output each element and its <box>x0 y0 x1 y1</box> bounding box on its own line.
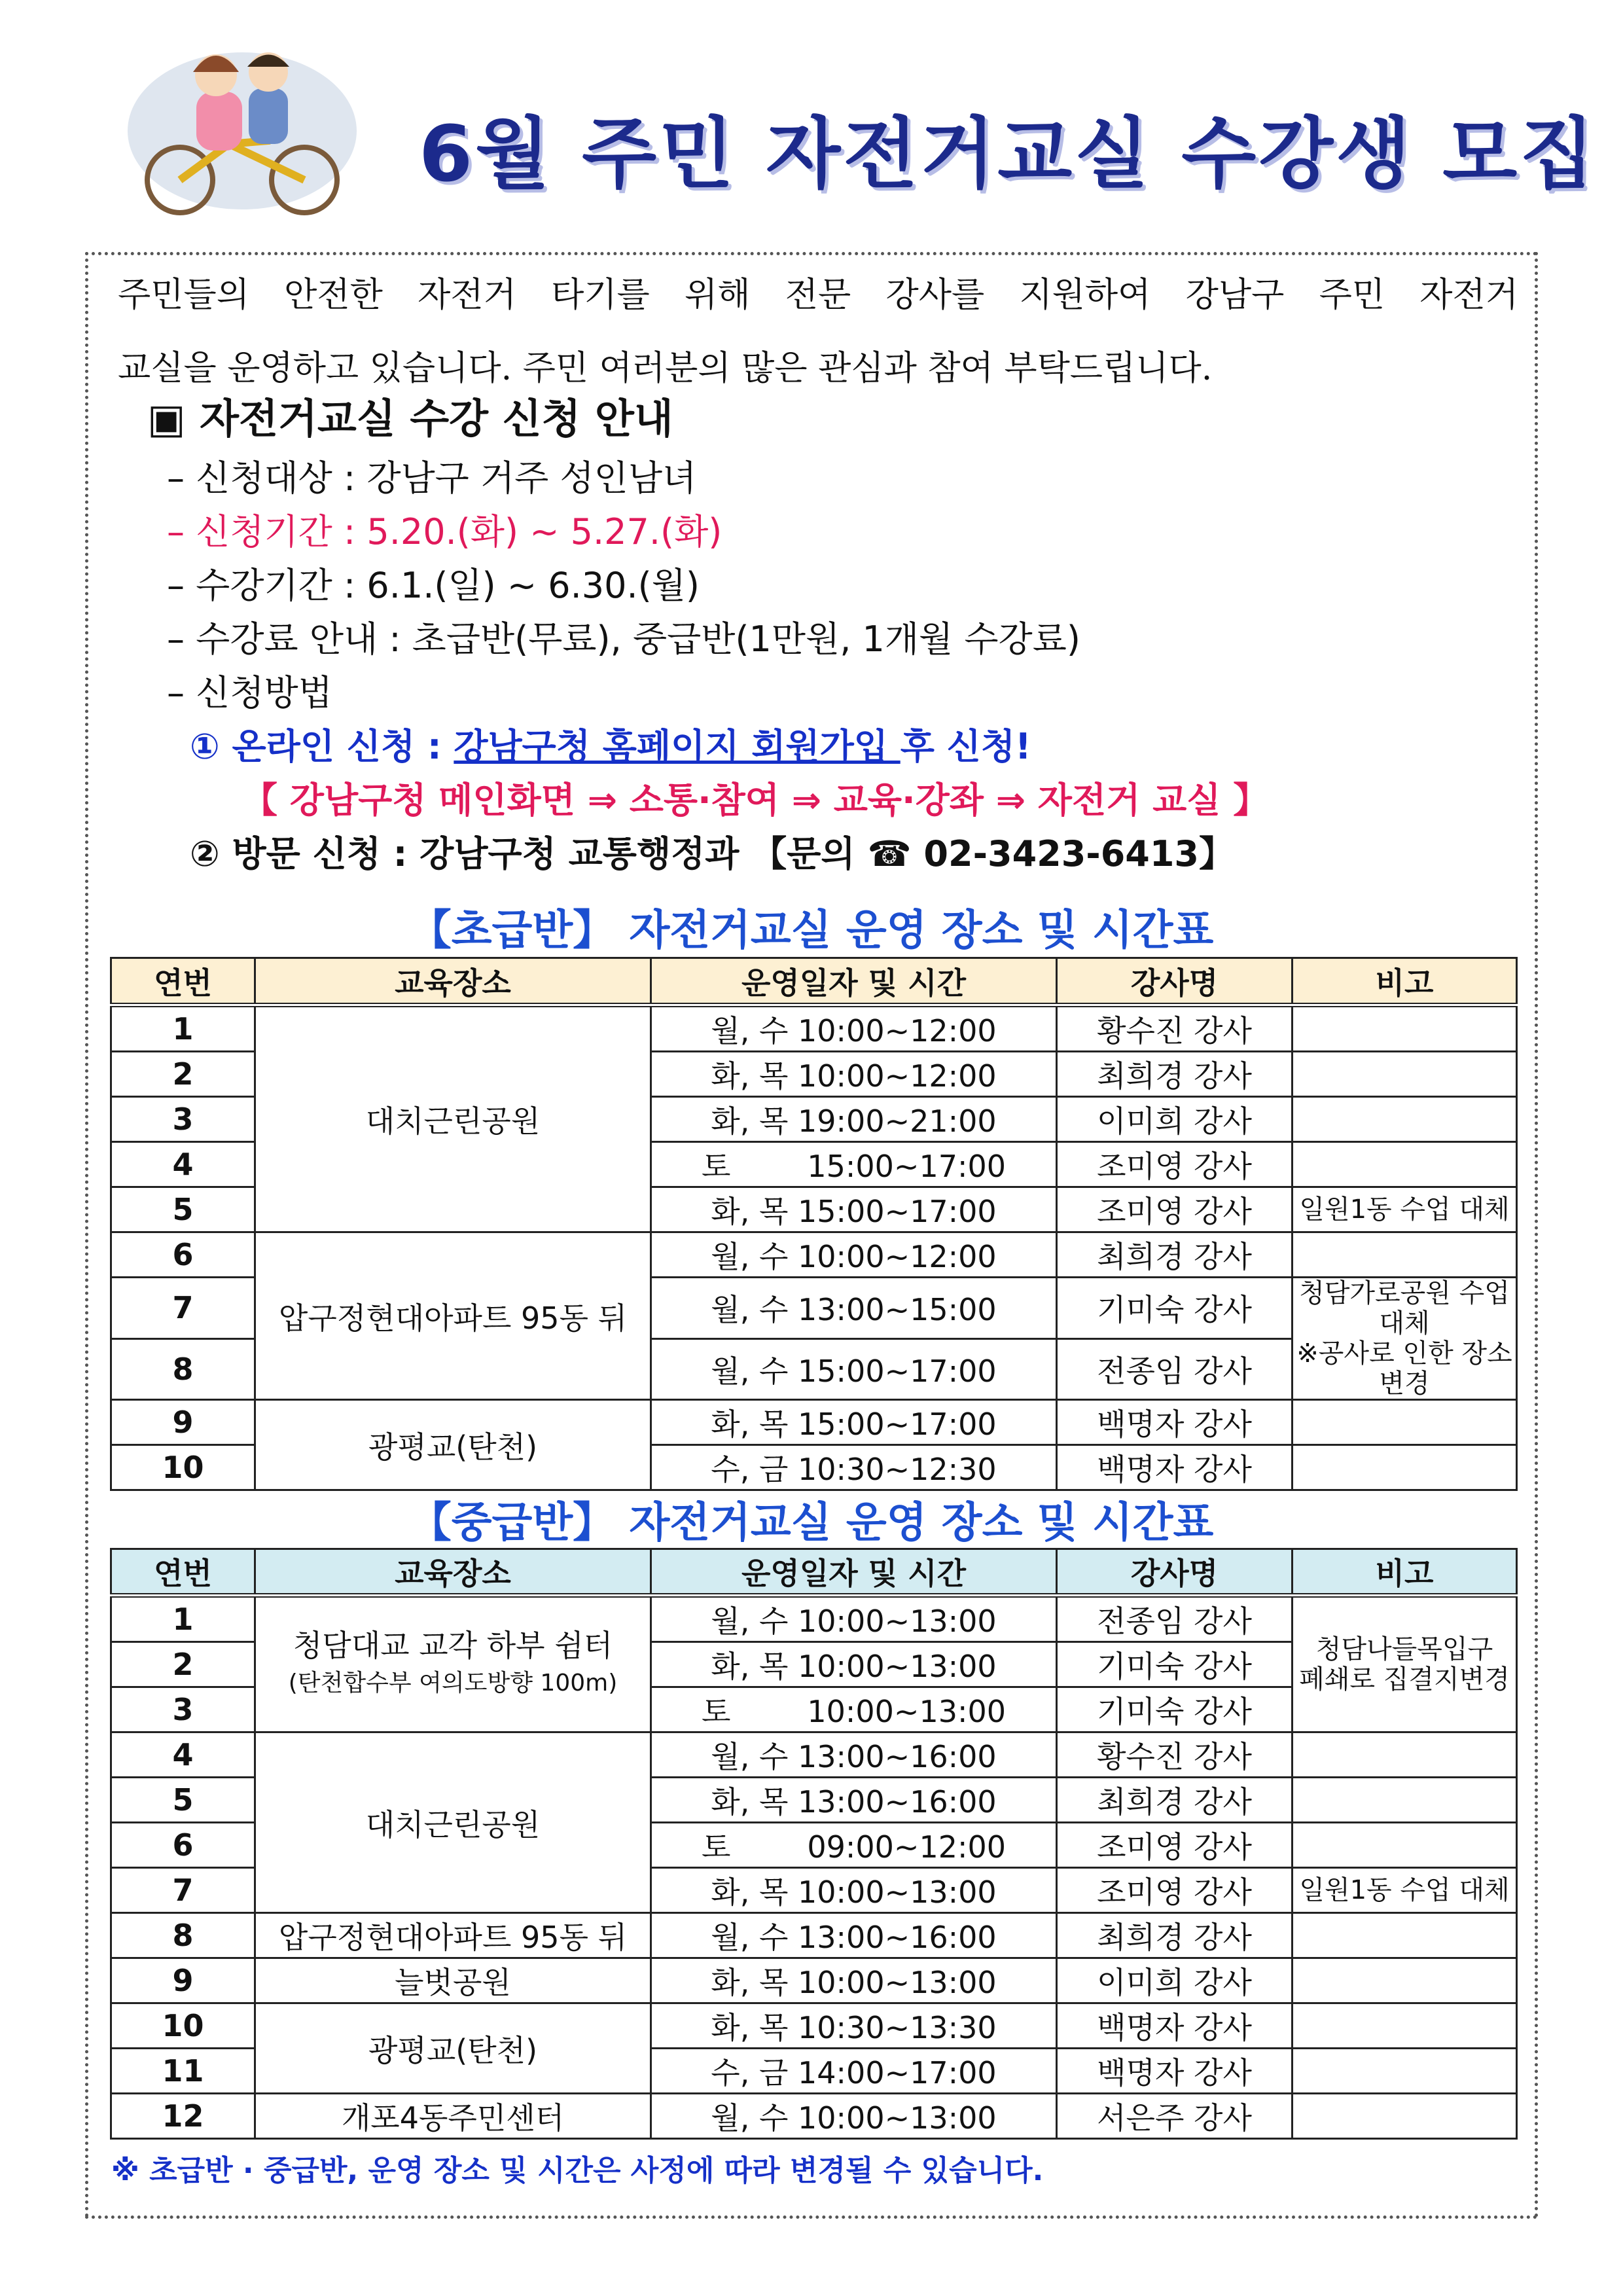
row-no: 7 <box>111 1278 255 1339</box>
time-cell: 화, 목 19:00~21:00 <box>651 1097 1057 1142</box>
online-prefix: ① 온라인 신청 : <box>190 726 454 767</box>
section-heading: ▣ 자전거교실 수강 신청 안내 <box>147 395 673 442</box>
note-cell <box>1293 2094 1517 2139</box>
note-line: ※공사로 인한 장소변경 <box>1296 1338 1512 1399</box>
teacher-cell: 백명자 강사 <box>1057 1445 1293 1490</box>
note-cell <box>1293 1778 1517 1823</box>
note-cell <box>1293 1142 1517 1187</box>
note-cell: 일원1동 수업 대체 <box>1293 1187 1517 1232</box>
time-cell: 토 10:00~13:00 <box>651 1687 1057 1732</box>
footer-notice: ※ 초급반 · 중급반, 운영 장소 및 시간은 사정에 따라 변경될 수 있습니다. <box>111 2154 1044 2187</box>
time-cell: 화, 목 10:00~13:00 <box>651 1868 1057 1913</box>
teacher-cell: 최희경 강사 <box>1057 1778 1293 1823</box>
place-detail: (탄천합수부 여의도방향 100m) <box>288 1670 618 1696</box>
row-no: 12 <box>111 2094 255 2139</box>
teacher-cell: 기미숙 강사 <box>1057 1642 1293 1687</box>
application-info-list <box>167 452 1080 720</box>
place-cell: 대치근린공원 <box>255 1005 651 1232</box>
beginner-table-title: 【초급반】 자전거교실 운영 장소 및 시간표 <box>409 906 1214 955</box>
note-cell <box>1293 1823 1517 1868</box>
info-method: – 신청방법 <box>167 672 332 713</box>
row-no: 6 <box>111 1823 255 1868</box>
beginner-schedule-table <box>110 957 1518 1491</box>
teacher-cell: 전종임 강사 <box>1057 1338 1293 1400</box>
teacher-cell: 조미영 강사 <box>1057 1142 1293 1187</box>
header-teacher: 강사명 <box>1057 1549 1293 1596</box>
row-no: 4 <box>111 1732 255 1778</box>
note-cell <box>1293 2049 1517 2094</box>
header-time: 운영일자 및 시간 <box>651 958 1057 1005</box>
time-cell: 월, 수 15:00~17:00 <box>651 1338 1057 1400</box>
row-no: 9 <box>111 1958 255 2003</box>
teacher-cell: 백명자 강사 <box>1057 2049 1293 2094</box>
teacher-cell: 최희경 강사 <box>1057 1232 1293 1278</box>
place-cell: 개포4동주민센터 <box>255 2094 651 2139</box>
header-place: 교육장소 <box>255 1549 651 1596</box>
time-cell: 화, 목 15:00~17:00 <box>651 1400 1057 1445</box>
row-no: 1 <box>111 1005 255 1052</box>
homepage-signup-link[interactable]: 강남구청 홈페이지 회원가입 <box>454 726 901 767</box>
row-no: 5 <box>111 1187 255 1232</box>
row-no: 8 <box>111 1338 255 1400</box>
row-no: 2 <box>111 1642 255 1687</box>
time-cell: 수, 금 14:00~17:00 <box>651 2049 1057 2094</box>
place-name: 청담대교 교각 하부 쉼터 <box>293 1628 613 1663</box>
row-no: 8 <box>111 1913 255 1958</box>
bicycle-couple-illustration <box>118 26 366 223</box>
place-cell <box>255 1596 651 1732</box>
header-note: 비고 <box>1293 958 1517 1005</box>
time-cell: 월, 수 13:00~16:00 <box>651 1732 1057 1778</box>
note-cell <box>1293 2003 1517 2049</box>
header-teacher: 강사명 <box>1057 958 1293 1005</box>
teacher-cell: 백명자 강사 <box>1057 1400 1293 1445</box>
time-cell: 수, 금 10:30~12:30 <box>651 1445 1057 1490</box>
row-no: 7 <box>111 1868 255 1913</box>
time-cell: 화, 목 10:00~13:00 <box>651 1642 1057 1687</box>
time-cell: 토 15:00~17:00 <box>651 1142 1057 1187</box>
time-cell: 화, 목 10:00~13:00 <box>651 1958 1057 2003</box>
row-no: 6 <box>111 1232 255 1278</box>
place-cell: 압구정현대아파트 95동 뒤 <box>255 1232 651 1400</box>
time-cell: 화, 목 10:00~12:00 <box>651 1052 1057 1097</box>
teacher-cell: 백명자 강사 <box>1057 2003 1293 2049</box>
note-cell: 일원1동 수업 대체 <box>1293 1868 1517 1913</box>
note-cell <box>1293 1913 1517 1958</box>
header-time: 운영일자 및 시간 <box>651 1549 1057 1596</box>
time-cell: 토 09:00~12:00 <box>651 1823 1057 1868</box>
note-line: 청담나들목입구 <box>1315 1634 1493 1664</box>
info-application-period: – 신청기간 : 5.20.(화) ~ 5.27.(화) <box>167 511 722 552</box>
teacher-cell: 최희경 강사 <box>1057 1052 1293 1097</box>
time-cell: 월, 수 13:00~16:00 <box>651 1913 1057 1958</box>
time-cell: 월, 수 10:00~13:00 <box>651 2094 1057 2139</box>
teacher-cell: 조미영 강사 <box>1057 1823 1293 1868</box>
header-no: 연번 <box>111 958 255 1005</box>
note-cell <box>1293 1052 1517 1097</box>
online-suffix: 후 신청! <box>900 726 1031 767</box>
row-no: 10 <box>111 1445 255 1490</box>
time-cell: 화, 목 10:30~13:30 <box>651 2003 1057 2049</box>
row-no: 5 <box>111 1778 255 1823</box>
info-course-period: – 수강기간 : 6.1.(일) ~ 6.30.(월) <box>167 565 700 606</box>
place-cell: 대치근린공원 <box>255 1732 651 1913</box>
application-methods <box>190 720 1268 881</box>
info-fee: – 수강료 안내 : 초급반(무료), 중급반(1만원, 1개월 수강료) <box>167 619 1080 660</box>
teacher-cell: 이미희 강사 <box>1057 1958 1293 2003</box>
online-menu-path: 【 강남구청 메인화면 ⇒ 소통·참여 ⇒ 교육·강좌 ⇒ 자전거 교실 】 <box>242 780 1269 821</box>
note-cell <box>1293 1232 1517 1278</box>
time-cell: 월, 수 10:00~12:00 <box>651 1232 1057 1278</box>
time-cell: 화, 목 13:00~16:00 <box>651 1778 1057 1823</box>
time-cell: 월, 수 10:00~13:00 <box>651 1596 1057 1642</box>
row-no: 10 <box>111 2003 255 2049</box>
online-application <box>190 720 1268 774</box>
time-cell: 화, 목 15:00~17:00 <box>651 1187 1057 1232</box>
note-cell <box>1293 1596 1517 1732</box>
row-no: 1 <box>111 1596 255 1642</box>
teacher-cell: 황수진 강사 <box>1057 1005 1293 1052</box>
row-no: 9 <box>111 1400 255 1445</box>
time-cell: 월, 수 13:00~15:00 <box>651 1278 1057 1339</box>
teacher-cell: 황수진 강사 <box>1057 1732 1293 1778</box>
note-line: 청담가로공원 수업 대체 <box>1299 1278 1510 1338</box>
teacher-cell: 기미숙 강사 <box>1057 1278 1293 1339</box>
teacher-cell: 이미희 강사 <box>1057 1097 1293 1142</box>
intermediate-table-title: 【중급반】 자전거교실 운영 장소 및 시간표 <box>409 1499 1214 1547</box>
note-cell <box>1293 1958 1517 2003</box>
row-no: 3 <box>111 1097 255 1142</box>
row-no: 2 <box>111 1052 255 1097</box>
row-no: 11 <box>111 2049 255 2094</box>
place-cell: 광평교(탄천) <box>255 2003 651 2094</box>
note-cell <box>1293 1005 1517 1052</box>
time-cell: 월, 수 10:00~12:00 <box>651 1005 1057 1052</box>
header-no: 연번 <box>111 1549 255 1596</box>
intermediate-schedule-table <box>110 1548 1518 2140</box>
header-note: 비고 <box>1293 1549 1517 1596</box>
intro-text <box>118 259 1518 405</box>
note-cell <box>1293 1278 1517 1400</box>
place-cell: 압구정현대아파트 95동 뒤 <box>255 1913 651 1958</box>
row-no: 3 <box>111 1687 255 1732</box>
row-no: 4 <box>111 1142 255 1187</box>
teacher-cell: 최희경 강사 <box>1057 1913 1293 1958</box>
visit-application: ② 방문 신청 : 강남구청 교통행정과 【문의 ☎ 02-3423-6413】 <box>190 833 1234 874</box>
place-cell: 광평교(탄천) <box>255 1400 651 1490</box>
page-title: 6월 주민 자전거교실 수강생 모집 <box>419 109 1597 199</box>
intro-line: 주민들의 안전한 자전거 타기를 위해 전문 강사를 지원하여 강남구 주민 자전거 <box>118 276 1518 315</box>
note-cell <box>1293 1445 1517 1490</box>
intro-line: 교실을 운영하고 있습니다. 주민 여러분의 많은 관심과 참여 부탁드립니다. <box>118 349 1213 388</box>
teacher-cell: 기미숙 강사 <box>1057 1687 1293 1732</box>
note-cell <box>1293 1400 1517 1445</box>
place-cell: 늘벗공원 <box>255 1958 651 2003</box>
header-place: 교육장소 <box>255 958 651 1005</box>
teacher-cell: 서은주 강사 <box>1057 2094 1293 2139</box>
note-cell <box>1293 1732 1517 1778</box>
teacher-cell: 조미영 강사 <box>1057 1187 1293 1232</box>
note-line: 폐쇄로 집결지변경 <box>1299 1664 1510 1695</box>
note-cell <box>1293 1097 1517 1142</box>
info-target: – 신청대상 : 강남구 거주 성인남녀 <box>167 457 697 499</box>
teacher-cell: 전종임 강사 <box>1057 1596 1293 1642</box>
teacher-cell: 조미영 강사 <box>1057 1868 1293 1913</box>
